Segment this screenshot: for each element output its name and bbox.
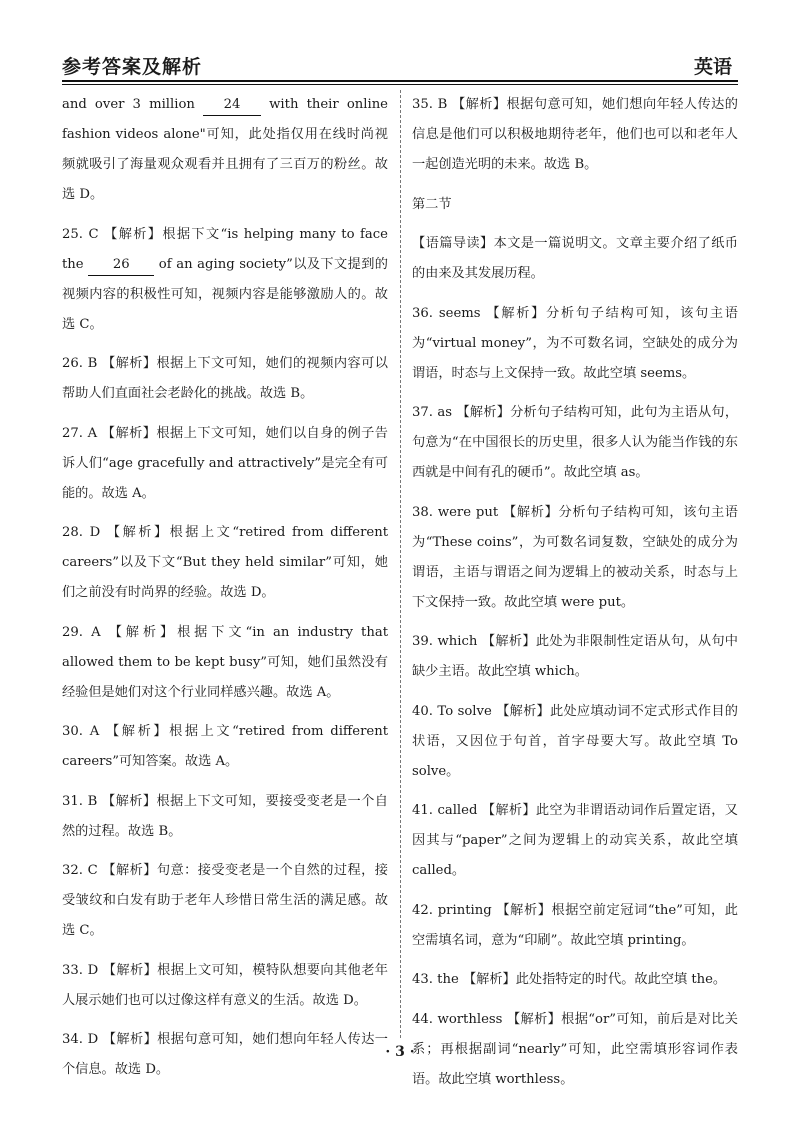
answer-item-29: 29. A 【解析】根据下文“in an industry that allowed them to be kept busy”可知，她们虽然没有经验但是她们对这个行业同样感兴趣。故选 A。 xyxy=(62,624,388,700)
column-divider xyxy=(400,90,401,1038)
blank-26: 26 xyxy=(88,255,154,276)
passage-guide: 【语篇导读】本文是一篇说明文。文章主要介绍了纸币的由来及其发展历程。 xyxy=(412,236,738,281)
header-title: 参考答案及解析 xyxy=(62,56,203,78)
answer-item-27: 27. A 【解析】根据上下文可知，她们以自身的例子告诉人们“age gracefully and attractively”是完全有可能的。故选 A。 xyxy=(62,425,388,501)
answer-item-34: 34. D 【解析】根据句意可知，她们想向年轻人传达一个信息。故选 D。 xyxy=(62,1032,388,1077)
page-number: · 3 · xyxy=(385,1044,415,1060)
answer-item-40: 40. To solve 【解析】此处应填动词不定式形式作目的状语，又因位于句首，首字母要大写。故此空填 To solve。 xyxy=(412,703,738,779)
answer-item-39: 39. which 【解析】此处为非限制性定语从句，从句中缺少主语。故此空填 which。 xyxy=(412,634,738,679)
section-heading: 第二节 xyxy=(412,196,452,212)
answer-item-33: 33. D 【解析】根据上文可知，模特队想要向其他老年人展示她们也可以过像这样有意义的生活。故选 D。 xyxy=(62,962,388,1008)
answer-item-32: 32. C 【解析】句意：接受变老是一个自然的过程，接受皱纹和白发有助于老年人珍惜日常生活的满足感。故选 C。 xyxy=(62,863,388,938)
answer-item-44: 44. worthless 【解析】根据“or”可知，前后是对比关系；再根据副词“nearly”可知，此空需填形容词作表语。故此空填 worthless。 xyxy=(412,1011,738,1087)
right-column xyxy=(412,90,738,1104)
item-24-text-pre: and over 3 million xyxy=(62,97,204,112)
answer-item-37: 37. as 【解析】分析句子结构可知，此句为主语从句，句意为“在中国很长的历史里，很多人认为能当作钱的东西就是中间有孔的硬币”。故此空填 as。 xyxy=(412,405,738,480)
page-header xyxy=(62,44,738,80)
answer-item-38: 38. were put 【解析】分析句子结构可知，该句主语为“These coins”，为可数名词复数，空缺处的成分为谓语，主语与谓语之间为逻辑上的被动关系，时态与上下文保持一致。故此空填 were put。 xyxy=(412,504,738,610)
answer-item-25 xyxy=(62,220,388,340)
blank-24: 24 xyxy=(203,95,261,116)
header-rule-thin xyxy=(62,84,738,85)
item-25-text-pre: 25. C 【解析】根据下文“is helping many to face the xyxy=(62,226,388,272)
answer-item-42: 42. printing 【解析】根据空前定冠词“the”可知，此空需填名词，意为“印刷”。故此空填 printing。 xyxy=(412,902,738,948)
header-subject: 英语 xyxy=(693,56,732,78)
answer-item-30: 30. A 【解析】根据上文“retired from different careers”可知答案。故选 A。 xyxy=(62,724,388,769)
item-25-text-post: of an aging society”以及下文提到的视频内容的积极性可知，视频内容是能够激励人的。故选 C。 xyxy=(62,256,388,332)
answer-item-41: 41. called 【解析】此空为非谓语动词作后置定语，又因其与“paper”之间为逻辑上的动宾关系，故此空填 called。 xyxy=(412,803,738,878)
answer-item-35: 35. B 【解析】根据句意可知，她们想向年轻人传达的信息是他们可以积极地期待老年，他们也可以和老年人一起创造光明的未来。故选 B。 xyxy=(412,97,738,172)
answer-item-28: 28. D 【解析】根据上文“retired from different careers”以及下文“But they held similar”可知，她们之前没有时尚界的经验。故选 D。 xyxy=(62,525,388,600)
answer-item-36: 36. seems 【解析】分析句子结构可知，该句主语为“virtual money”，为不可数名词，空缺处的成分为谓语，时态与上文保持一致。故此空填 seems。 xyxy=(412,305,738,381)
item-24-text-post: with their online fashion videos alone"可知，此处指仅用在线时尚视频就吸引了海量观众观看并且拥有了三百万的粉丝。故选 D。 xyxy=(62,97,388,202)
answer-item-43: 43. the 【解析】此处指特定的时代。故此空填 the。 xyxy=(412,972,727,987)
left-column xyxy=(62,90,388,1095)
answer-item-31: 31. B 【解析】根据上下文可知，要接受变老是一个自然的过程。故选 B。 xyxy=(62,793,388,839)
header-rule xyxy=(62,80,738,82)
answer-item-26: 26. B 【解析】根据上下文可知，她们的视频内容可以帮助人们直面社会老龄化的挑战。故选 B。 xyxy=(62,356,388,401)
answer-item-24-continued xyxy=(62,90,388,210)
